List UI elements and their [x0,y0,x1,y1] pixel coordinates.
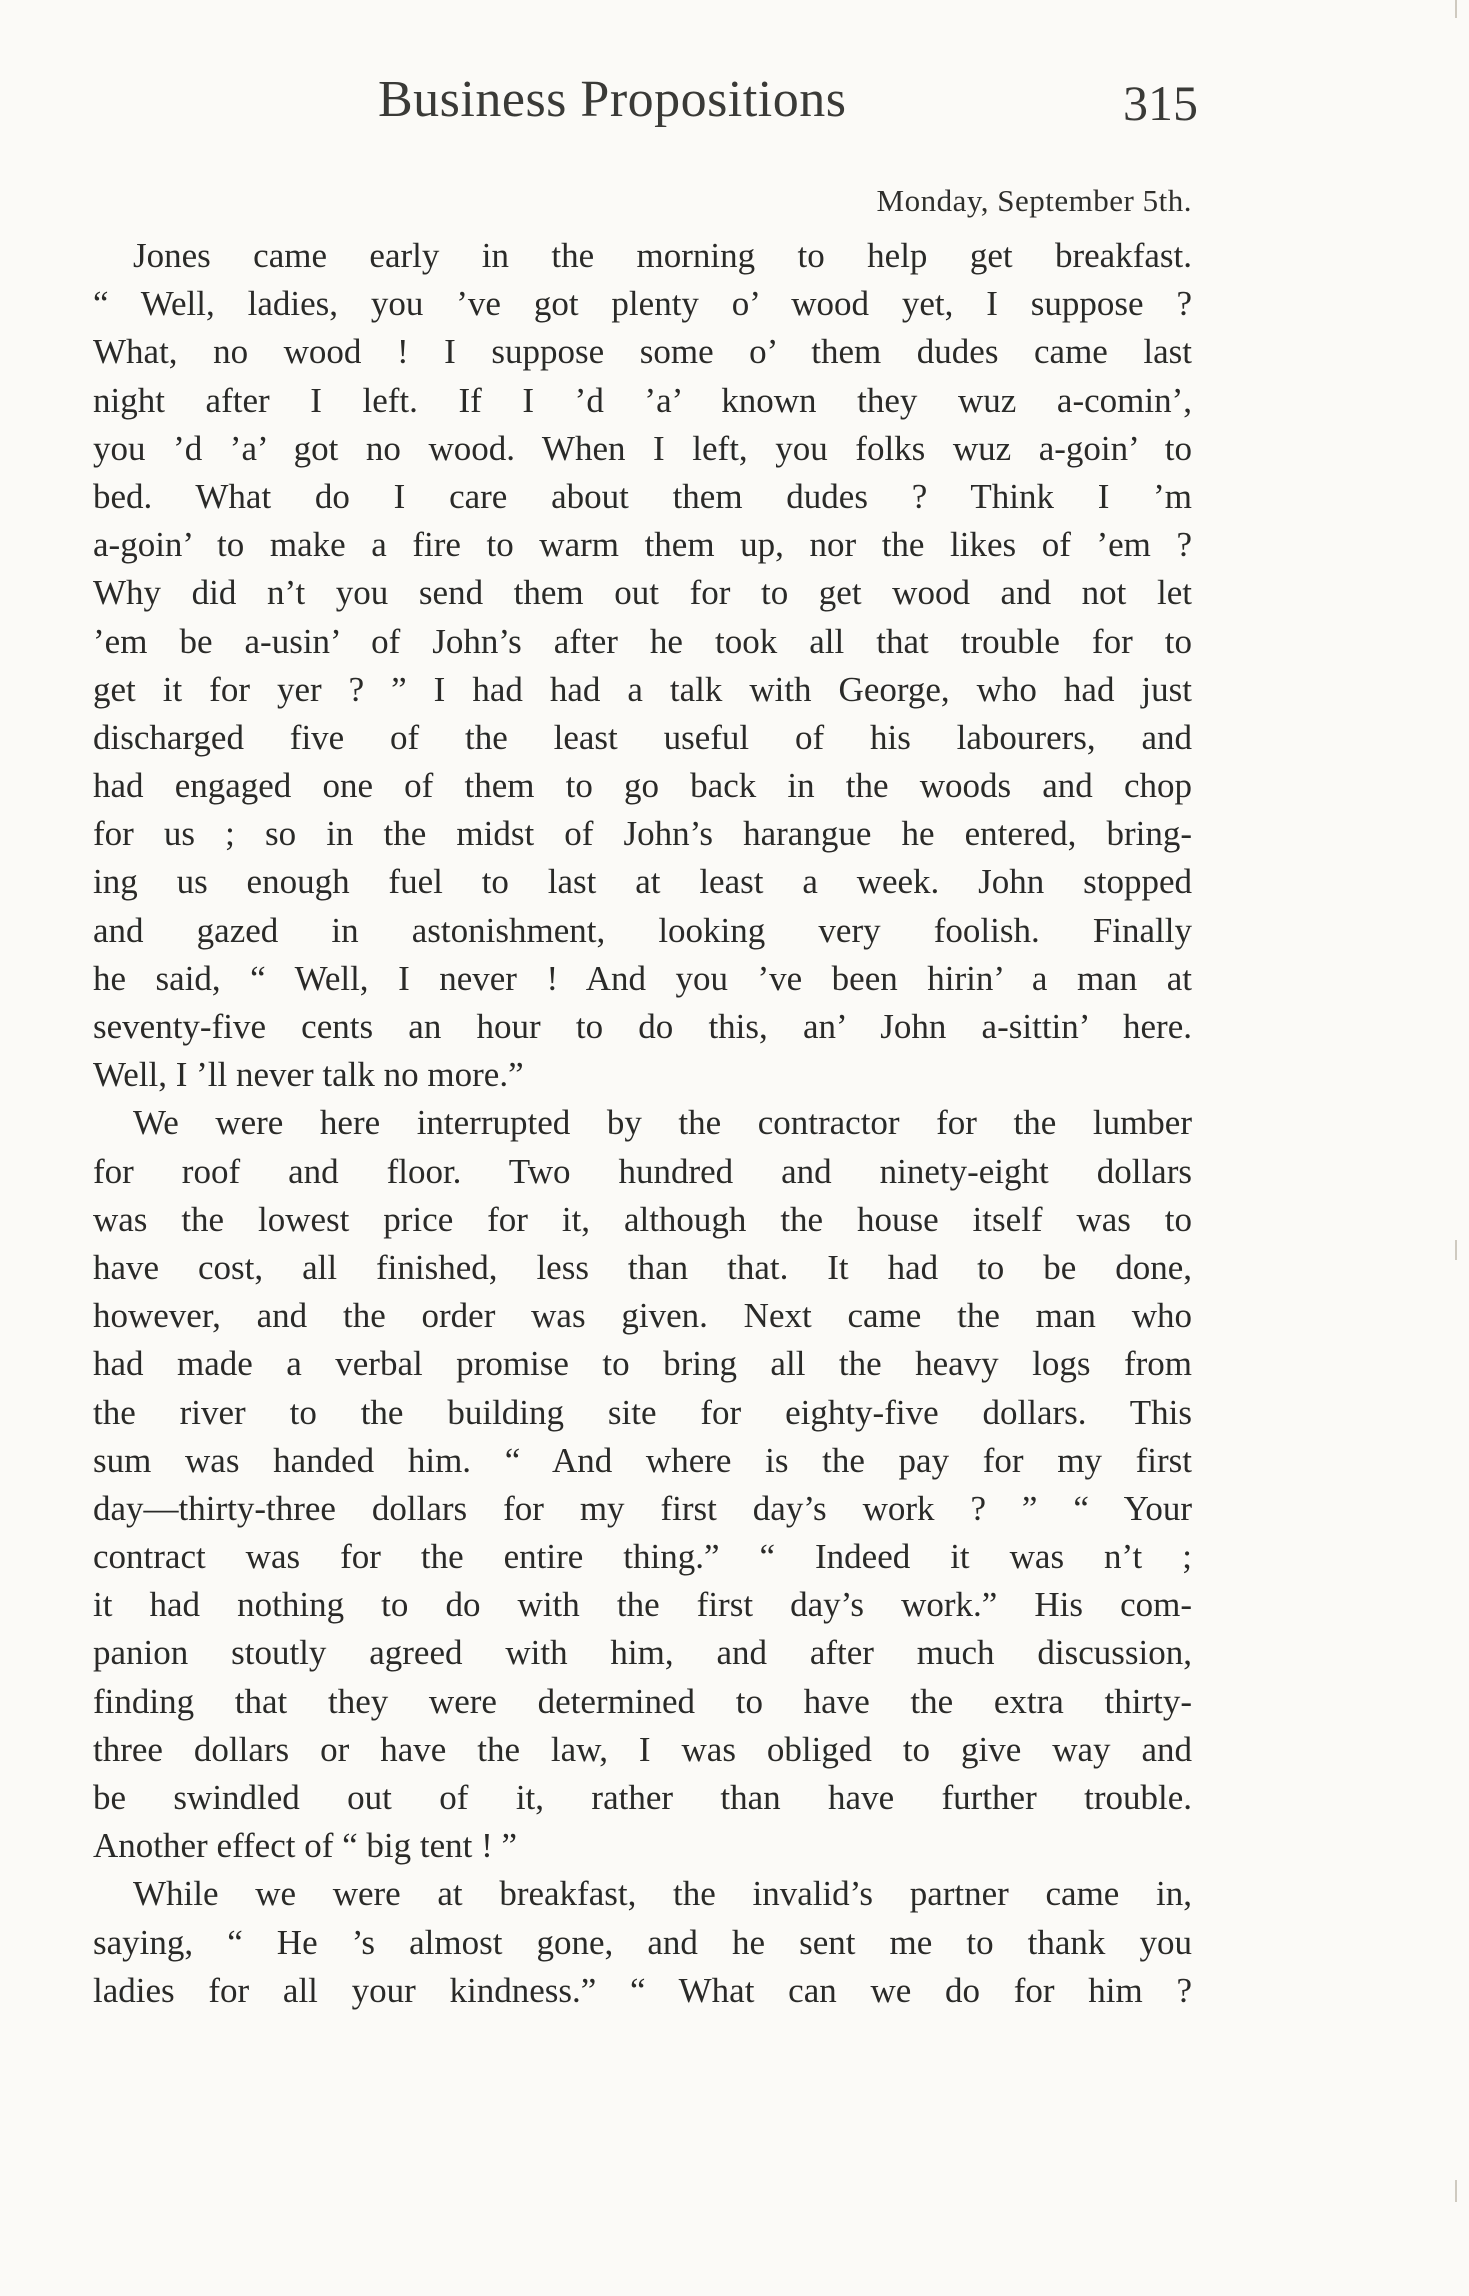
text-line: night after I left. If I ’d ’a’ known they wuz a-comin’, [93,380,1192,420]
text-line: “ Well, ladies, you ’ve got plenty o’ wood yet, I suppose ? [93,284,1192,324]
text-line: Jones came early in the morning to help get breakfast. [133,236,1192,275]
text-line: the river to the building site for eighty-five dollars. This [93,1392,1192,1432]
text-line: While we were at breakfast, the invalid’s partner came in, [133,1874,1192,1914]
text-line: saying, “ He ’s almost gone, and he sent me to thank you [93,1922,1192,1962]
text-line: for roof and floor. Two hundred and ninety-eight dollars [93,1151,1192,1191]
text-line: discharged five of the least useful of his labourers, and [93,717,1192,757]
text-line: however, and the order was given. Next came the man who [93,1296,1192,1336]
text-line: you ’d ’a’ got no wood. When I left, you folks wuz a-goin’ to [93,428,1192,468]
page-edge-mark [1455,1240,1457,1260]
text-line: ing us enough fuel to last at least a week. John stopped [93,862,1192,902]
text-line: have cost, all finished, less than that. It had to be done, [93,1247,1192,1287]
text-line: he said, “ Well, I never ! And you ’ve been hirin’ a man at [93,958,1192,998]
text-line: was the lowest price for it, although the house itself was to [93,1199,1192,1239]
text-line: and gazed in astonishment, looking very foolish. Finally [93,910,1192,950]
text-line: bed. What do I care about them dudes ? Think I ’m [93,476,1192,516]
text-line: We were here interrupted by the contractor for the lumber [133,1103,1192,1143]
running-head [378,70,1198,140]
text-line: a-goin’ to make a fire to warm them up, nor the likes of ’em ? [93,525,1192,565]
page-number: 315 [1123,75,1198,131]
text-line: Why did n’t you send them out for to get wood and not let [93,573,1192,613]
text-line: day—thirty-three dollars for my first day’s work ? ” “ Your [93,1488,1192,1528]
text-line: three dollars or have the law, I was obliged to give way and [93,1729,1192,1769]
text-line: What, no wood ! I suppose some o’ them dudes came last [93,332,1192,372]
dateline: Monday, September 5th. [876,183,1192,218]
text-line: finding that they were determined to have the extra thirty- [93,1681,1192,1721]
text-line: panion stoutly agreed with him, and after much discussion, [93,1633,1192,1673]
text-line: for us ; so in the midst of John’s harangue he entered, bring- [93,814,1192,854]
text-line: Another effect of “ big tent ! ” [93,1826,518,1866]
text-line: get it for yer ? ” I had had a talk with George, who had just [93,669,1192,709]
text-line: seventy-five cents an hour to do this, an’ John a-sittin’ here. [93,1007,1192,1046]
text-line: had made a verbal promise to bring all the heavy logs from [93,1344,1192,1384]
text-line: contract was for the entire thing.” “ Indeed it was n’t ; [93,1537,1192,1577]
page-edge-mark [1455,2180,1457,2202]
text-line: sum was handed him. “ And where is the pay for my first [93,1440,1192,1480]
text-line: ladies for all your kindness.” “ What can we do for him ? [93,1970,1192,2010]
text-line: it had nothing to do with the first day’s work.” His com- [93,1585,1192,1625]
text-line: had engaged one of them to go back in the woods and chop [93,766,1192,806]
text-line: be swindled out of it, rather than have further trouble. [93,1778,1192,1817]
text-line: Well, I ’ll never talk no more.” [93,1055,524,1095]
body-text [93,232,1192,2015]
page-edge-mark [1455,0,1457,18]
running-title: Business Propositions [378,71,847,128]
text-line: ’em be a-usin’ of John’s after he took all that trouble for to [93,621,1192,661]
